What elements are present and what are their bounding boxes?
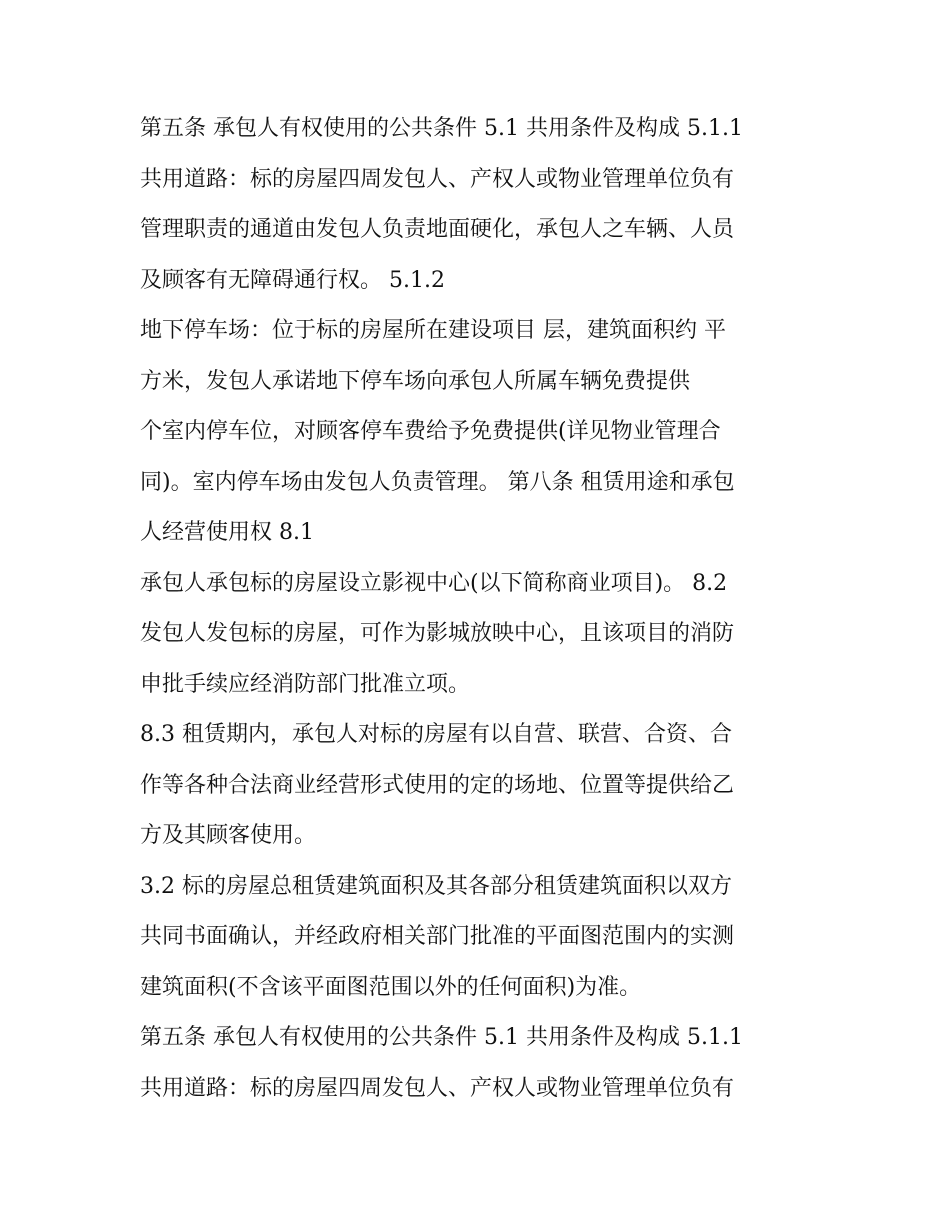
text-line: 地下停车场：位于标的房屋所在建设项目 层，建筑面积约 平 (140, 318, 726, 343)
text-line: 管理职责的通道由发包人负责地面硬化，承包人之车辆、人员 (140, 217, 735, 242)
text-line: 申批手续应经消防部门批准立项。 (140, 671, 471, 697)
text-line: 方米，发包人承诺地下停车场向承包人所属车辆免费提供 (140, 368, 691, 394)
text-line: 3.2 标的房屋总租赁建筑面积及其各部分租赁建筑面积以双方 (140, 873, 732, 899)
text-line: 8.3 租赁期内，承包人对标的房屋有以自营、联营、合资、合 (140, 722, 732, 747)
text-line: 人经营使用权 8.1 (140, 520, 314, 545)
text-line: 共用道路：标的房屋四周发包人、产权人或物业管理单位负有 (140, 166, 735, 192)
text-line: 共同书面确认，并经政府相关部门批准的平面图范围内的实测 (140, 924, 735, 949)
text-line: 发包人发包标的房屋，可作为影城放映中心，且该项目的消防 (140, 621, 735, 646)
text-line: 个室内停车位，对顾客停车费给予免费提供(详见物业管理合 (140, 419, 721, 444)
text-line: 同)。室内停车场由发包人负责管理。 第八条 租赁用途和承包 (140, 469, 735, 495)
text-line: 承包人承包标的房屋设立影视中心(以下简称商业项目)。 8.2 (140, 570, 728, 596)
text-line: 共用道路：标的房屋四周发包人、产权人或物业管理单位负有 (140, 1075, 735, 1101)
text-line: 方及其顾客使用。 (140, 823, 317, 848)
text-line: 第五条 承包人有权使用的公共条件 5.1 共用条件及构成 5.1.1 (140, 1025, 743, 1050)
document-body (140, 104, 830, 1114)
text-line: 及顾客有无障碍通行权。 5.1.2 (140, 267, 445, 293)
text-line: 建筑面积(不含该平面图范围以外的任何面积)为准。 (140, 974, 642, 1000)
text-line: 作等各种合法商业经营形式使用的定的场地、位置等提供给乙 (140, 772, 735, 798)
text-line: 第五条 承包人有权使用的公共条件 5.1 共用条件及构成 5.1.1 (140, 116, 743, 141)
